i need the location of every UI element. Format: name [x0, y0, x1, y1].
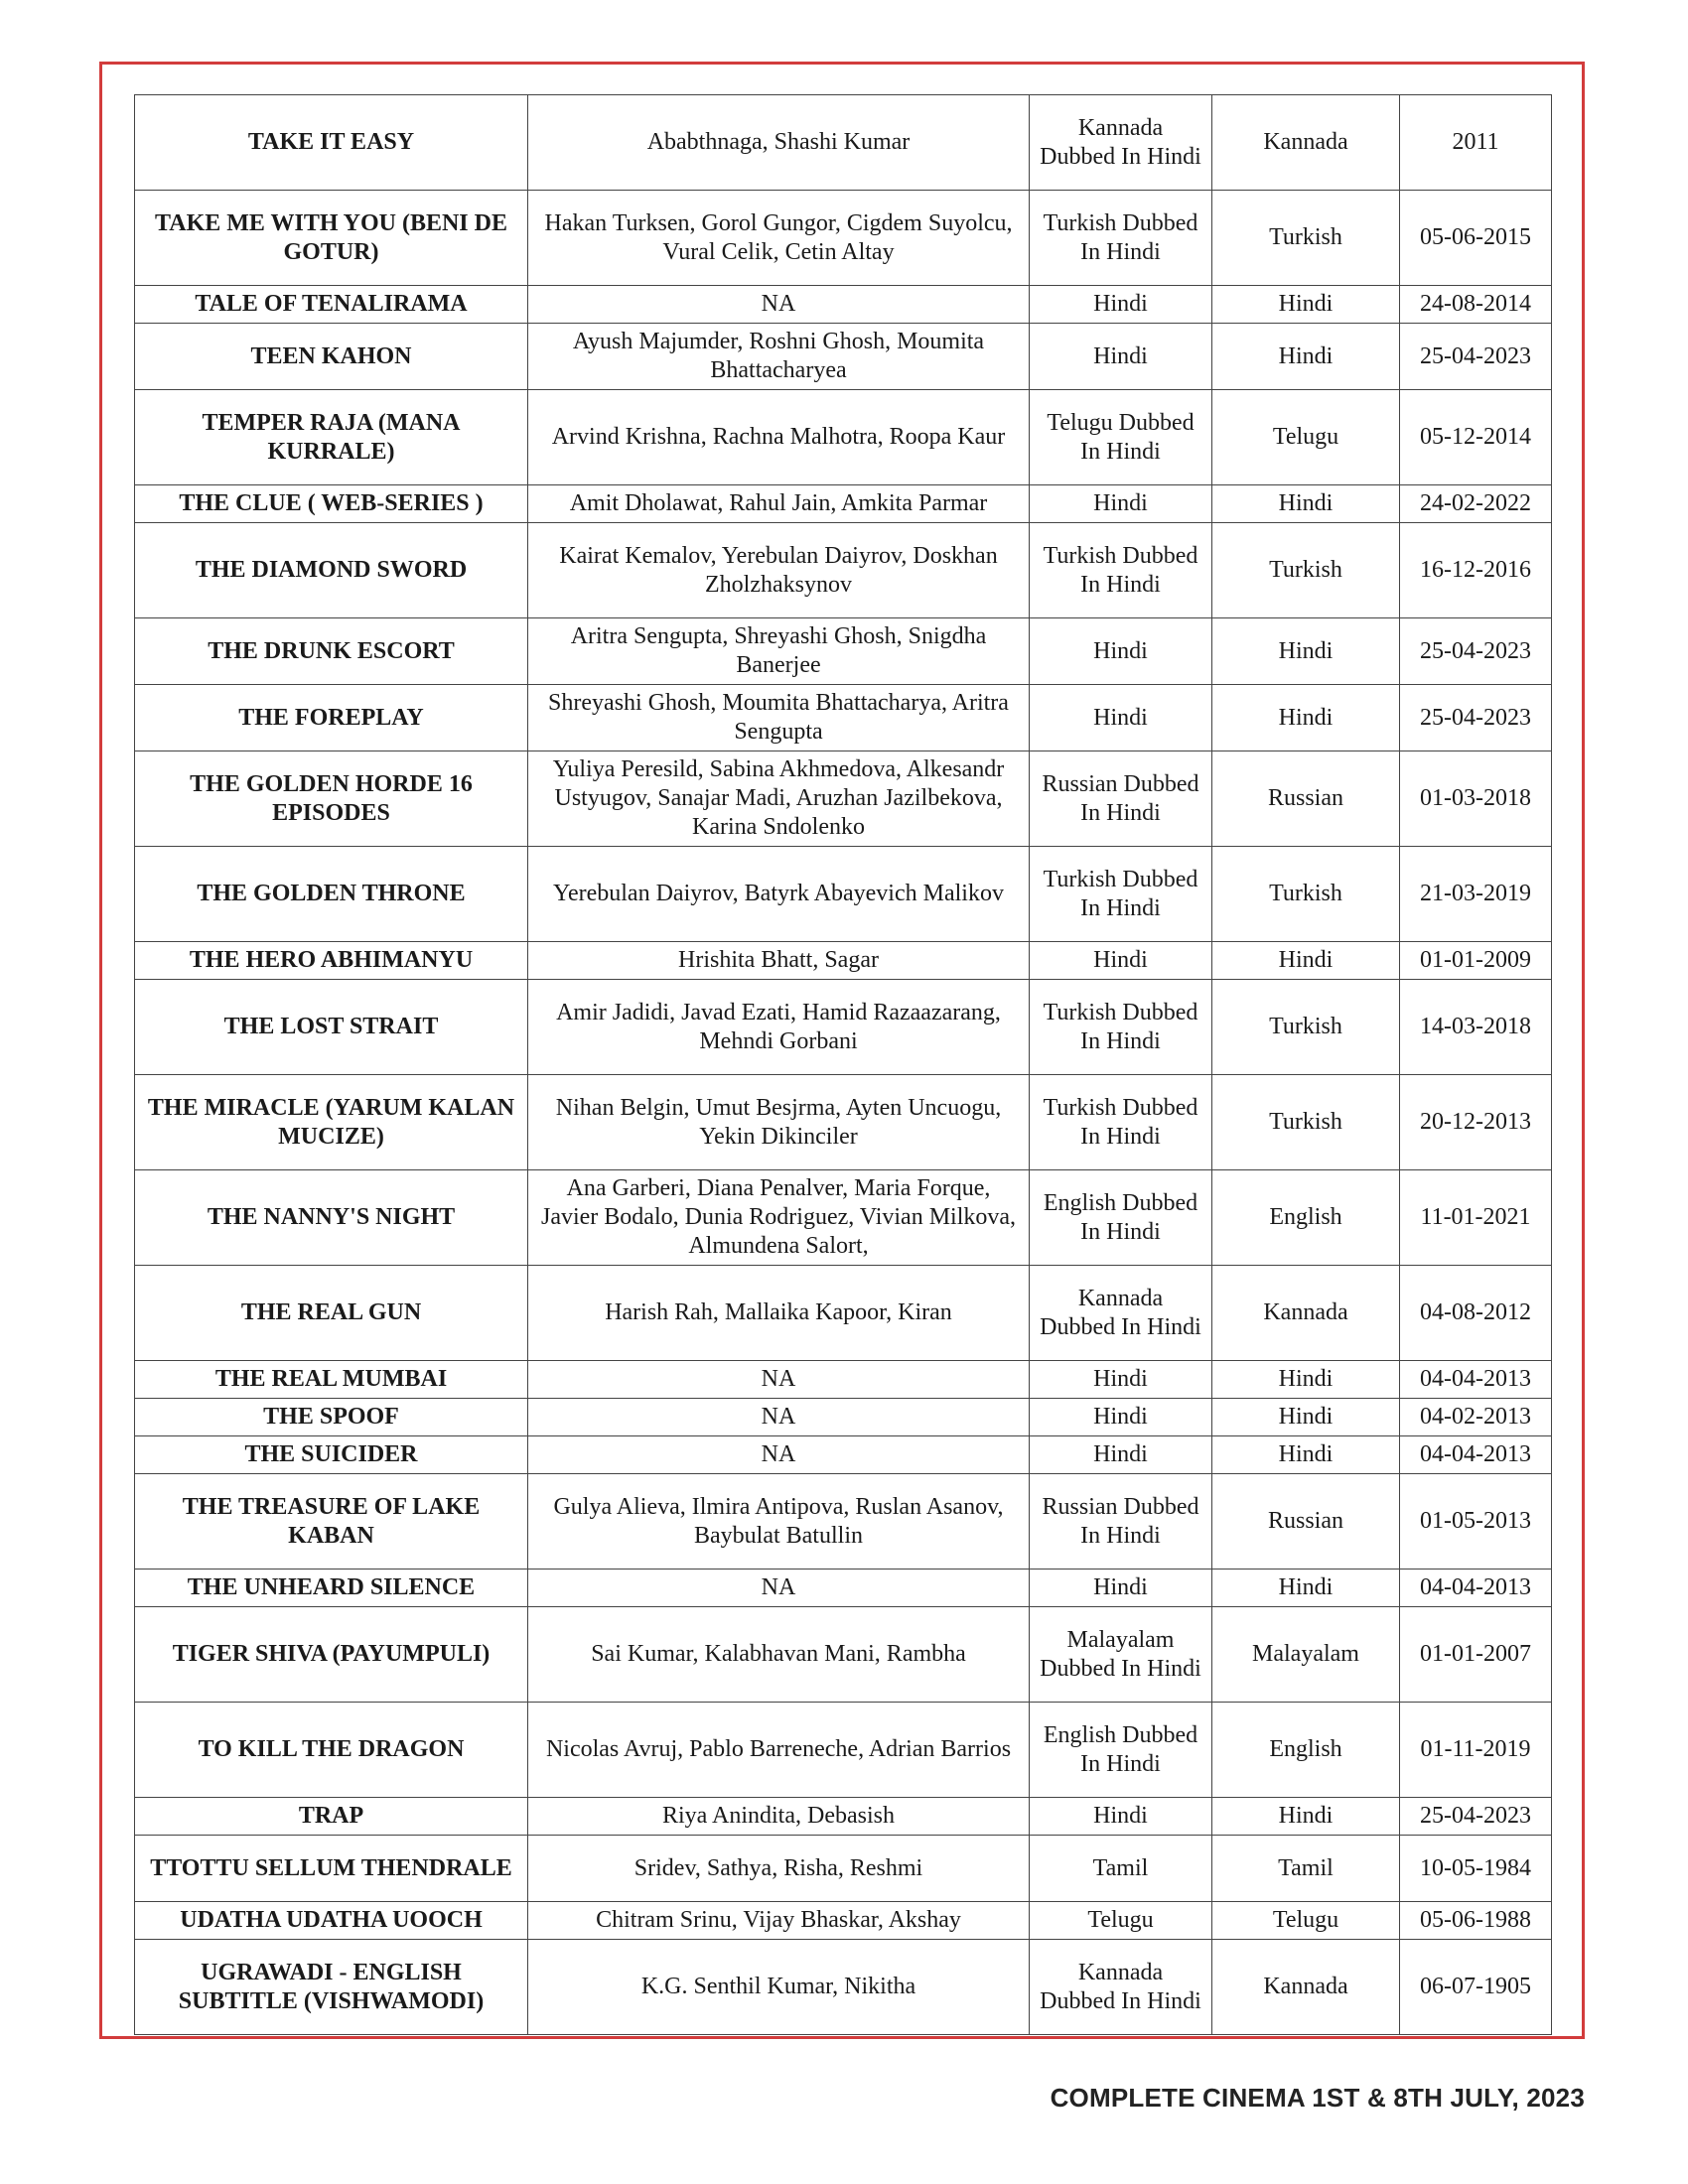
language-cell: Hindi	[1030, 685, 1212, 751]
film-title-cell: TAKE IT EASY	[135, 95, 528, 191]
cast-cell: Ayush Majumder, Roshni Ghosh, Moumita Bhattacharyea	[528, 324, 1030, 390]
release-date-cell: 04-04-2013	[1400, 1570, 1552, 1607]
language-cell: Hindi	[1030, 324, 1212, 390]
table-row	[135, 980, 1552, 1075]
original-language-cell: Kannada	[1212, 1940, 1400, 2035]
release-date-cell: 04-04-2013	[1400, 1361, 1552, 1399]
table-row	[135, 1436, 1552, 1474]
language-cell: Russian Dubbed In Hindi	[1030, 1474, 1212, 1570]
film-title-cell: THE REAL GUN	[135, 1266, 528, 1361]
film-title-cell: THE MIRACLE (YARUM KALAN MUCIZE)	[135, 1075, 528, 1170]
film-title-cell: TO KILL THE DRAGON	[135, 1703, 528, 1798]
language-cell: Hindi	[1030, 485, 1212, 523]
table-row	[135, 1836, 1552, 1902]
cast-cell: Hakan Turksen, Gorol Gungor, Cigdem Suyolcu, Vural Celik, Cetin Altay	[528, 191, 1030, 286]
release-date-cell: 25-04-2023	[1400, 685, 1552, 751]
original-language-cell: Hindi	[1212, 485, 1400, 523]
film-title-cell: TRAP	[135, 1798, 528, 1836]
language-cell: Turkish Dubbed In Hindi	[1030, 523, 1212, 618]
release-date-cell: 24-02-2022	[1400, 485, 1552, 523]
language-cell: English Dubbed In Hindi	[1030, 1703, 1212, 1798]
table-row	[135, 191, 1552, 286]
language-cell: Kannada Dubbed In Hindi	[1030, 1940, 1212, 2035]
release-date-cell: 24-08-2014	[1400, 286, 1552, 324]
original-language-cell: Hindi	[1212, 685, 1400, 751]
language-cell: Turkish Dubbed In Hindi	[1030, 980, 1212, 1075]
release-date-cell: 01-01-2009	[1400, 942, 1552, 980]
release-date-cell: 16-12-2016	[1400, 523, 1552, 618]
film-title-cell: UDATHA UDATHA UOOCH	[135, 1902, 528, 1940]
original-language-cell: Hindi	[1212, 1570, 1400, 1607]
language-cell: English Dubbed In Hindi	[1030, 1170, 1212, 1266]
cast-cell: Yerebulan Daiyrov, Batyrk Abayevich Malikov	[528, 847, 1030, 942]
cast-cell: NA	[528, 1570, 1030, 1607]
release-date-cell: 14-03-2018	[1400, 980, 1552, 1075]
original-language-cell: Turkish	[1212, 847, 1400, 942]
language-cell: Telugu Dubbed In Hindi	[1030, 390, 1212, 485]
cast-cell: Kairat Kemalov, Yerebulan Daiyrov, Doskhan Zholzhaksynov	[528, 523, 1030, 618]
table-row	[135, 942, 1552, 980]
cast-cell: Chitram Srinu, Vijay Bhaskar, Akshay	[528, 1902, 1030, 1940]
table-row	[135, 1075, 1552, 1170]
film-title-cell: THE SPOOF	[135, 1399, 528, 1436]
table-row	[135, 685, 1552, 751]
release-date-cell: 10-05-1984	[1400, 1836, 1552, 1902]
original-language-cell: Hindi	[1212, 618, 1400, 685]
cast-cell: Sai Kumar, Kalabhavan Mani, Rambha	[528, 1607, 1030, 1703]
table-row	[135, 1798, 1552, 1836]
original-language-cell: Hindi	[1212, 324, 1400, 390]
cast-cell: Shreyashi Ghosh, Moumita Bhattacharya, Aritra Sengupta	[528, 685, 1030, 751]
film-title-cell: THE CLUE ( WEB-SERIES )	[135, 485, 528, 523]
original-language-cell: Kannada	[1212, 95, 1400, 191]
original-language-cell: Turkish	[1212, 1075, 1400, 1170]
original-language-cell: Telugu	[1212, 390, 1400, 485]
original-language-cell: Russian	[1212, 751, 1400, 847]
table-row	[135, 286, 1552, 324]
table-row	[135, 1940, 1552, 2035]
release-date-cell: 04-02-2013	[1400, 1399, 1552, 1436]
release-date-cell: 25-04-2023	[1400, 1798, 1552, 1836]
original-language-cell: Turkish	[1212, 980, 1400, 1075]
release-date-cell: 20-12-2013	[1400, 1075, 1552, 1170]
release-date-cell: 01-05-2013	[1400, 1474, 1552, 1570]
film-title-cell: THE TREASURE OF LAKE KABAN	[135, 1474, 528, 1570]
cast-cell: K.G. Senthil Kumar, Nikitha	[528, 1940, 1030, 2035]
original-language-cell: Hindi	[1212, 1436, 1400, 1474]
film-title-cell: THE DIAMOND SWORD	[135, 523, 528, 618]
cast-cell: Amit Dholawat, Rahul Jain, Amkita Parmar	[528, 485, 1030, 523]
table-row	[135, 1607, 1552, 1703]
original-language-cell: English	[1212, 1170, 1400, 1266]
original-language-cell: Tamil	[1212, 1836, 1400, 1902]
film-title-cell: THE UNHEARD SILENCE	[135, 1570, 528, 1607]
release-date-cell: 01-11-2019	[1400, 1703, 1552, 1798]
language-cell: Hindi	[1030, 942, 1212, 980]
language-cell: Turkish Dubbed In Hindi	[1030, 1075, 1212, 1170]
release-date-cell: 06-07-1905	[1400, 1940, 1552, 2035]
film-title-cell: TEEN KAHON	[135, 324, 528, 390]
language-cell: Russian Dubbed In Hindi	[1030, 751, 1212, 847]
cast-cell: Harish Rah, Mallaika Kapoor, Kiran	[528, 1266, 1030, 1361]
original-language-cell: Turkish	[1212, 191, 1400, 286]
film-title-cell: THE LOST STRAIT	[135, 980, 528, 1075]
table-row	[135, 1170, 1552, 1266]
language-cell: Kannada Dubbed In Hindi	[1030, 95, 1212, 191]
language-cell: Hindi	[1030, 618, 1212, 685]
original-language-cell: Hindi	[1212, 942, 1400, 980]
language-cell: Hindi	[1030, 1436, 1212, 1474]
language-cell: Hindi	[1030, 286, 1212, 324]
film-title-cell: THE DRUNK ESCORT	[135, 618, 528, 685]
original-language-cell: Kannada	[1212, 1266, 1400, 1361]
table-row	[135, 1902, 1552, 1940]
table-row	[135, 847, 1552, 942]
cast-cell: Gulya Alieva, Ilmira Antipova, Ruslan Asanov, Baybulat Batullin	[528, 1474, 1030, 1570]
original-language-cell: Hindi	[1212, 286, 1400, 324]
film-title-cell: TALE OF TENALIRAMA	[135, 286, 528, 324]
table-row	[135, 751, 1552, 847]
original-language-cell: Turkish	[1212, 523, 1400, 618]
language-cell: Turkish Dubbed In Hindi	[1030, 847, 1212, 942]
table-row	[135, 618, 1552, 685]
original-language-cell: English	[1212, 1703, 1400, 1798]
film-listing-table	[134, 94, 1552, 2035]
film-title-cell: TAKE ME WITH YOU (BENI DE GOTUR)	[135, 191, 528, 286]
film-title-cell: THE GOLDEN HORDE 16 EPISODES	[135, 751, 528, 847]
language-cell: Hindi	[1030, 1361, 1212, 1399]
cast-cell: Aritra Sengupta, Shreyashi Ghosh, Snigdha Banerjee	[528, 618, 1030, 685]
film-title-cell: THE FOREPLAY	[135, 685, 528, 751]
release-date-cell: 04-04-2013	[1400, 1436, 1552, 1474]
original-language-cell: Malayalam	[1212, 1607, 1400, 1703]
original-language-cell: Hindi	[1212, 1399, 1400, 1436]
language-cell: Kannada Dubbed In Hindi	[1030, 1266, 1212, 1361]
cast-cell: NA	[528, 286, 1030, 324]
release-date-cell: 25-04-2023	[1400, 324, 1552, 390]
release-date-cell: 2011	[1400, 95, 1552, 191]
film-title-cell: TEMPER RAJA (MANA KURRALE)	[135, 390, 528, 485]
table-row	[135, 324, 1552, 390]
table-row	[135, 1361, 1552, 1399]
film-title-cell: THE NANNY'S NIGHT	[135, 1170, 528, 1266]
original-language-cell: Hindi	[1212, 1798, 1400, 1836]
cast-cell: Amir Jadidi, Javad Ezati, Hamid Razaazarang, Mehndi Gorbani	[528, 980, 1030, 1075]
language-cell: Hindi	[1030, 1570, 1212, 1607]
cast-cell: NA	[528, 1399, 1030, 1436]
release-date-cell: 01-01-2007	[1400, 1607, 1552, 1703]
footer-caption: COMPLETE CINEMA 1ST & 8TH JULY, 2023	[1050, 2083, 1585, 2113]
table-row	[135, 1703, 1552, 1798]
cast-cell: Sridev, Sathya, Risha, Reshmi	[528, 1836, 1030, 1902]
table-row	[135, 1399, 1552, 1436]
release-date-cell: 05-06-1988	[1400, 1902, 1552, 1940]
cast-cell: Hrishita Bhatt, Sagar	[528, 942, 1030, 980]
release-date-cell: 21-03-2019	[1400, 847, 1552, 942]
release-date-cell: 04-08-2012	[1400, 1266, 1552, 1361]
language-cell: Malayalam Dubbed In Hindi	[1030, 1607, 1212, 1703]
film-title-cell: TIGER SHIVA (PAYUMPULI)	[135, 1607, 528, 1703]
cast-cell: Riya Anindita, Debasish	[528, 1798, 1030, 1836]
film-title-cell: THE GOLDEN THRONE	[135, 847, 528, 942]
cast-cell: Ababthnaga, Shashi Kumar	[528, 95, 1030, 191]
release-date-cell: 01-03-2018	[1400, 751, 1552, 847]
table-row	[135, 390, 1552, 485]
table-row	[135, 485, 1552, 523]
original-language-cell: Russian	[1212, 1474, 1400, 1570]
table-row	[135, 95, 1552, 191]
table-row	[135, 1570, 1552, 1607]
original-language-cell: Hindi	[1212, 1361, 1400, 1399]
language-cell: Hindi	[1030, 1798, 1212, 1836]
cast-cell: Arvind Krishna, Rachna Malhotra, Roopa Kaur	[528, 390, 1030, 485]
film-title-cell: TTOTTU SELLUM THENDRALE	[135, 1836, 528, 1902]
table-row	[135, 1474, 1552, 1570]
release-date-cell: 05-12-2014	[1400, 390, 1552, 485]
table-row	[135, 523, 1552, 618]
cast-cell: NA	[528, 1361, 1030, 1399]
table-row	[135, 1266, 1552, 1361]
film-title-cell: THE SUICIDER	[135, 1436, 528, 1474]
film-title-cell: UGRAWADI - ENGLISH SUBTITLE (VISHWAMODI)	[135, 1940, 528, 2035]
language-cell: Turkish Dubbed In Hindi	[1030, 191, 1212, 286]
cast-cell: NA	[528, 1436, 1030, 1474]
film-title-cell: THE HERO ABHIMANYU	[135, 942, 528, 980]
original-language-cell: Telugu	[1212, 1902, 1400, 1940]
film-listing-body	[135, 95, 1552, 2035]
cast-cell: Ana Garberi, Diana Penalver, Maria Forque, Javier Bodalo, Dunia Rodriguez, Vivian Milkova, Almundena Salort,	[528, 1170, 1030, 1266]
language-cell: Tamil	[1030, 1836, 1212, 1902]
cast-cell: Nihan Belgin, Umut Besjrma, Ayten Uncuogu, Yekin Dikinciler	[528, 1075, 1030, 1170]
release-date-cell: 05-06-2015	[1400, 191, 1552, 286]
film-title-cell: THE REAL MUMBAI	[135, 1361, 528, 1399]
release-date-cell: 25-04-2023	[1400, 618, 1552, 685]
language-cell: Hindi	[1030, 1399, 1212, 1436]
language-cell: Telugu	[1030, 1902, 1212, 1940]
cast-cell: Yuliya Peresild, Sabina Akhmedova, Alkesandr Ustyugov, Sanajar Madi, Aruzhan Jazilbekova, Karina Sndolenko	[528, 751, 1030, 847]
cast-cell: Nicolas Avruj, Pablo Barreneche, Adrian Barrios	[528, 1703, 1030, 1798]
release-date-cell: 11-01-2021	[1400, 1170, 1552, 1266]
